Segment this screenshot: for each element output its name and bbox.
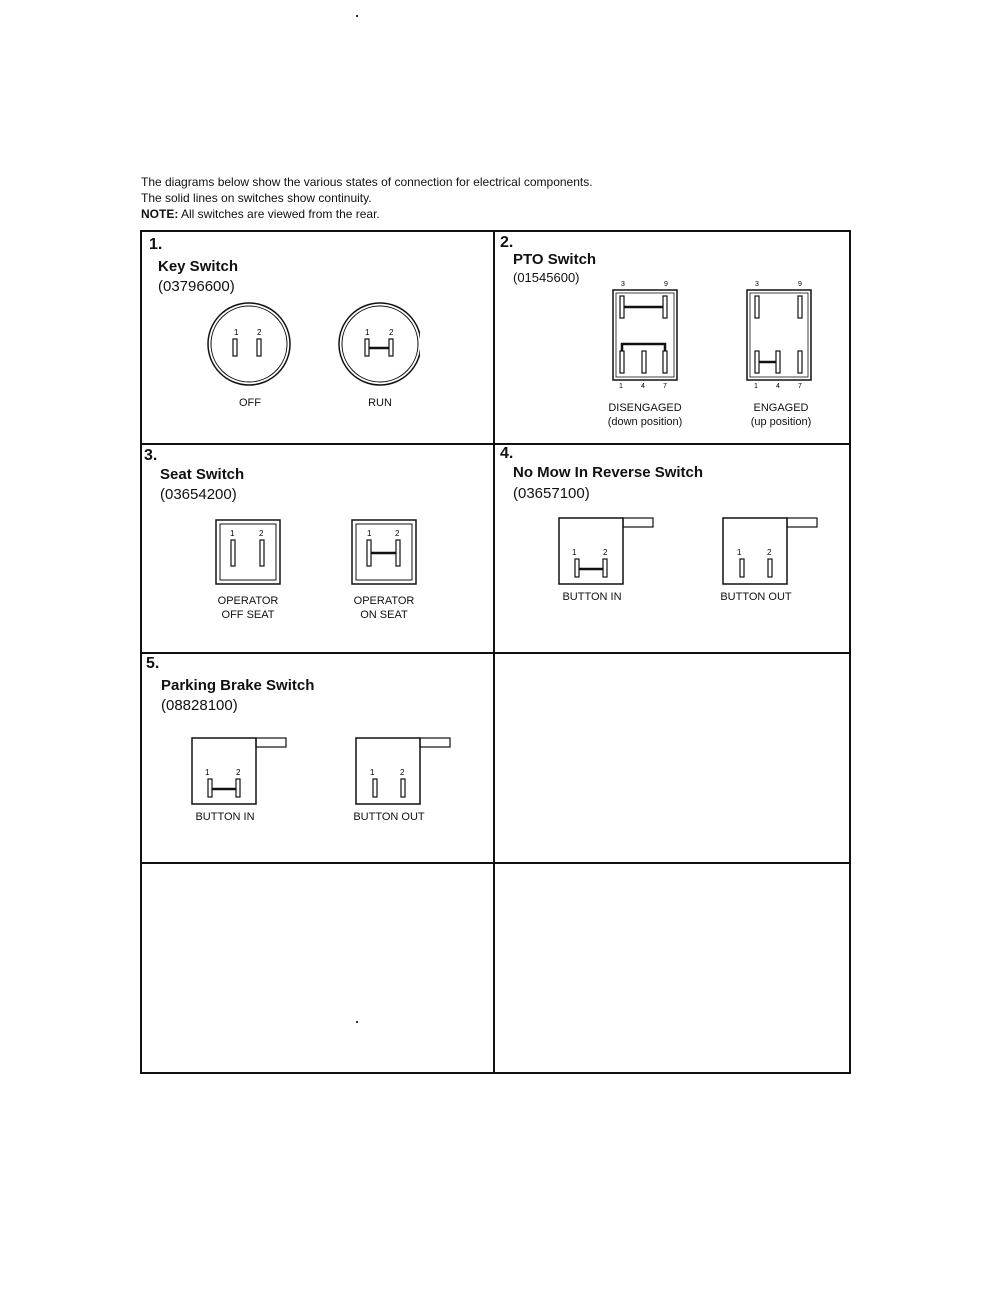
- key-run-caption: RUN: [368, 397, 392, 409]
- note-label: NOTE:: [141, 207, 179, 221]
- cell-3-number: 3.: [144, 447, 158, 464]
- parking-brake-diagram: [188, 734, 458, 809]
- seat-off-caption-line-2: OFF SEAT: [221, 609, 275, 621]
- key-switch-off-icon: [208, 303, 290, 385]
- nmir-in-pin1: 1: [572, 548, 577, 557]
- key-switch-run-icon: [339, 303, 420, 385]
- grid-divider-row-3: [142, 862, 849, 864]
- nmir-button-in-caption: BUTTON IN: [562, 591, 622, 603]
- pto-eng-pin-4: 4: [776, 383, 780, 390]
- seat-switch-part-number: (03654200): [160, 486, 237, 503]
- pto-engaged-caption: [726, 401, 836, 429]
- parking-in-pin2: 2: [236, 768, 241, 777]
- nmir-switch-title: No Mow In Reverse Switch: [513, 464, 704, 481]
- seat-on-caption-line-1: OPERATOR: [353, 595, 415, 607]
- scan-speck: [356, 1021, 358, 1023]
- parking-brake-title: Parking Brake Switch: [161, 677, 315, 694]
- pto-engaged-caption-line-2: (up position): [750, 416, 812, 428]
- pto-disengaged-caption-line-2: (down position): [607, 416, 683, 428]
- pto-engaged-icon: [747, 281, 811, 390]
- key-off-pin1: 1: [234, 328, 239, 337]
- parking-button-in-caption: BUTTON IN: [195, 811, 255, 823]
- seat-off-pin1: 1: [230, 529, 235, 538]
- pto-dis-pin-3: 3: [621, 281, 625, 288]
- cell-4-number: 4.: [500, 445, 514, 462]
- pto-switch-part-number: (01545600): [513, 270, 580, 285]
- intro-note: [141, 207, 380, 222]
- grid-divider-row-2: [142, 652, 849, 654]
- intro-line-2: The solid lines on switches show continuity.: [141, 191, 372, 205]
- parking-out-pin2: 2: [400, 768, 405, 777]
- seat-off-icon: [216, 520, 280, 584]
- seat-off-pin2: 2: [259, 529, 264, 538]
- key-off-pin2: 2: [257, 328, 262, 337]
- key-switch-diagram: [200, 302, 420, 392]
- cell-1-number: 1.: [149, 236, 163, 253]
- key-switch-title: Key Switch: [158, 258, 239, 275]
- nmir-in-pin2: 2: [603, 548, 608, 557]
- seat-on-caption: [334, 594, 434, 622]
- pto-eng-pin-1: 1: [754, 383, 758, 390]
- nmir-out-pin2: 2: [767, 548, 772, 557]
- parking-button-out-icon: [356, 738, 450, 804]
- nmir-button-out-caption: BUTTON OUT: [720, 591, 792, 603]
- nmir-button-in-icon: [559, 518, 653, 584]
- pto-eng-pin-3: 3: [755, 281, 759, 288]
- note-text: All switches are viewed from the rear.: [178, 207, 380, 221]
- parking-button-out-caption: BUTTON OUT: [353, 811, 425, 823]
- key-run-pin1: 1: [365, 328, 370, 337]
- pto-eng-pin-9: 9: [798, 281, 802, 288]
- pto-disengaged-caption-line-1: DISENGAGED: [608, 402, 682, 414]
- parking-out-pin1: 1: [370, 768, 375, 777]
- seat-on-pin1: 1: [367, 529, 372, 538]
- nmir-switch-diagram: [555, 514, 825, 589]
- seat-on-pin2: 2: [395, 529, 400, 538]
- parking-button-in-icon: [192, 738, 286, 804]
- pto-switch-diagram: [605, 278, 825, 393]
- seat-switch-diagram: [210, 518, 420, 588]
- nmir-switch-part-number: (03657100): [513, 485, 590, 502]
- pto-eng-pin-7: 7: [798, 383, 802, 390]
- cell-2-number: 2.: [500, 234, 514, 251]
- key-run-pin2: 2: [389, 328, 394, 337]
- grid-divider-row-1: [142, 443, 849, 445]
- pto-disengaged-icon: [613, 281, 677, 390]
- pto-dis-pin-7: 7: [663, 383, 667, 390]
- cell-5-number: 5.: [146, 655, 160, 672]
- key-switch-part-number: (03796600): [158, 278, 235, 295]
- pto-dis-pin-1: 1: [619, 383, 623, 390]
- pto-dis-pin-9: 9: [664, 281, 668, 288]
- parking-brake-part-number: (08828100): [161, 697, 238, 714]
- nmir-button-out-icon: [723, 518, 817, 584]
- intro-line-1: The diagrams below show the various states of connection for electrical components.: [141, 175, 593, 189]
- seat-switch-title: Seat Switch: [160, 466, 245, 483]
- pto-switch-title: PTO Switch: [513, 251, 597, 268]
- pto-engaged-caption-line-1: ENGAGED: [753, 402, 809, 414]
- seat-off-caption-line-1: OPERATOR: [217, 595, 279, 607]
- seat-on-icon: [352, 520, 416, 584]
- seat-off-caption: [198, 594, 298, 622]
- key-off-caption: OFF: [239, 397, 261, 409]
- nmir-out-pin1: 1: [737, 548, 742, 557]
- scan-speck: [356, 15, 358, 17]
- pto-dis-pin-4: 4: [641, 383, 645, 390]
- pto-disengaged-caption: [590, 401, 700, 429]
- seat-on-caption-line-2: ON SEAT: [360, 609, 408, 621]
- parking-in-pin1: 1: [205, 768, 210, 777]
